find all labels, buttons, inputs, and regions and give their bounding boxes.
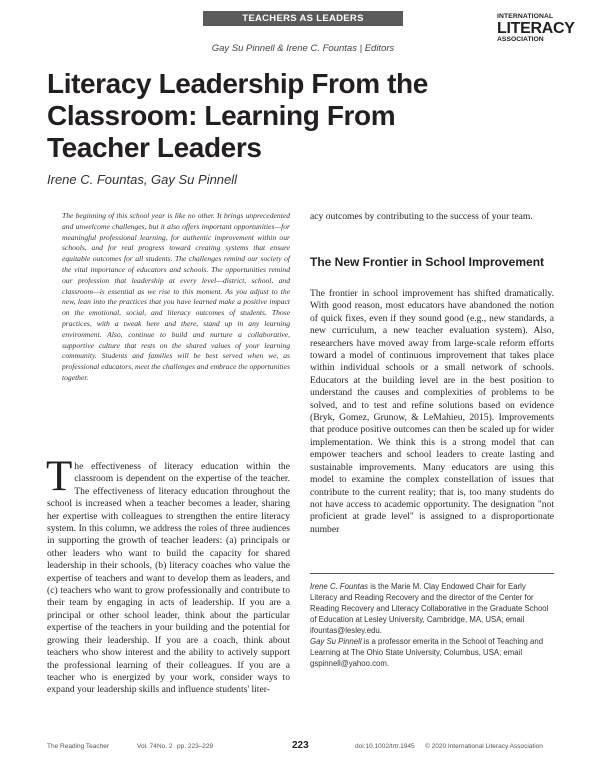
bio-fountas xyxy=(310,581,554,636)
editors-line: Gay Su Pinnell & Irene C. Fountas | Editors xyxy=(211,43,395,54)
footer-copyright: © 2020 International Literacy Association xyxy=(425,743,543,750)
logo-line-literacy: LITERACY xyxy=(497,19,575,37)
section-paragraph: The frontier in school improvement has shifted dramatically. With good reason, most educators have abandoned the notion of quick fixes, even if they sound good (e.g., new standards, a new curriculum, a new teacher evaluation system). Also, researchers have moved away from large-scale reform efforts toward a model of continuous improvement that takes place within individual schools or a small network of schools. Educators at the building level are in the best position to understand the causes and complexities of problems to be solved, and to test and refine solutions based on evidence (Bryk, Gomez, Grunow, & LeMahieu, 2015). Improvements that produce positive outcomes can then be scaled up for wider implementation. We think this is a strong model that can empower teachers and school leaders to create lasting and sustainable improvements. Many educators are using this model to examine the complex constellation of issues that contribute to the current reality; that is, too many students do not have access to academic opportunity. The designation "not proficient at grade level" is assigned to a disproportionate number xyxy=(310,288,554,535)
author-bios xyxy=(310,581,554,669)
bio-divider xyxy=(310,573,554,574)
article-authors: Irene C. Fountas, Gay Su Pinnell xyxy=(47,172,238,187)
section-badge: TEACHERS AS LEADERS xyxy=(203,11,403,26)
intro-continued: acy outcomes by contributing to the success of your team. xyxy=(310,211,533,222)
ila-logo xyxy=(497,13,575,44)
footer-journal: The Reading Teacher xyxy=(47,743,110,750)
logo-line-international: INTERNATIONAL xyxy=(497,13,554,20)
bio-text: is the Marie M. Clay Endowed Chair for Early Literacy and Reading Recovery and the director of the Center for Reading Recovery and Literacy Collaborative in the Graduate School of Education at Lesley University, Cambridge, MA, USA; email ifountas@lesley.edu. xyxy=(310,582,549,635)
intro-paragraph: he effectiveness of literacy education within the classroom is dependent on the expertise of the teacher. The effectiveness of literacy education throughout the school is increased when a teacher becomes a leader, sharing her expertise with colleagues to strengthen the entire literacy system. In this column, we address the roles of three audiences in supporting the growth of teacher leaders: (a) principals or other leaders who want to build the capacity for shared leadership in their schools, (b) literacy coaches who value the expertise of teachers and want to develop them as leaders, and (c) teachers who want to grow professionally and contribute to their team by engaging in acts of leadership. If you are a principal or other school leader, think about the particular expertise of the teachers in your building and the potential for growing their leadership. If you are a coach, think about teachers who show interest and the ability to actively support the professional learning of their colleagues. If you are a teacher who is energized by your work, consider ways to expand your leadership skills and influence students' liter- xyxy=(47,461,290,696)
section-heading: The New Frontier in School Improvement xyxy=(310,255,545,269)
footer-pages: pp. 223–229 xyxy=(177,743,214,750)
logo-line-association: ASSOCIATION xyxy=(497,35,544,43)
bio-pinnell xyxy=(310,636,554,669)
page-footer xyxy=(47,740,554,754)
footer-doi: doi:10.1002/trtr.1945 xyxy=(355,743,415,750)
intro-column xyxy=(46,453,290,697)
bio-text: is a professor emerita in the School of Teaching and Learning at The Ohio State University, Columbus, USA; email gspinnell@yahoo.com. xyxy=(310,637,544,668)
bio-name: Irene C. Fountas xyxy=(310,582,369,591)
article-abstract: The beginning of this school year is like no other. It brings unprecedented and unwelcome challenges, but it also offers important opportunities—for meaningful professional learning, for authentic improvement within our schools, and for real progress toward creating systems that ensure equitable outcomes for all students. The challenges remind our society of the vital importance of educators and schools. The opportunities remind our profession that leadership at every level—district, school, and classroom—is essential as we rise to this moment. As you adjust to the new, lean into the practices that you have learned make a positive impact on the emotional, social, and literacy outcomes of students. Those practices, with a tweak here and there, stand up in any learning environment. Also, continue to build and nurture a collaborative, supportive culture that rests on the shared values of your learning community. Students and families will be best served when we, as professional educators, meet the challenges and embrace the opportunities together. xyxy=(62,211,290,382)
footer-issue: No. 2 xyxy=(157,743,173,750)
footer-volume: Vol. 74 xyxy=(137,743,157,750)
article-title: Literacy Leadership From the Classroom: Learning From Teacher Leaders xyxy=(47,68,428,163)
drop-cap: T xyxy=(46,453,73,500)
bio-name: Gay Su Pinnell xyxy=(310,637,362,646)
page-number: 223 xyxy=(292,740,309,751)
